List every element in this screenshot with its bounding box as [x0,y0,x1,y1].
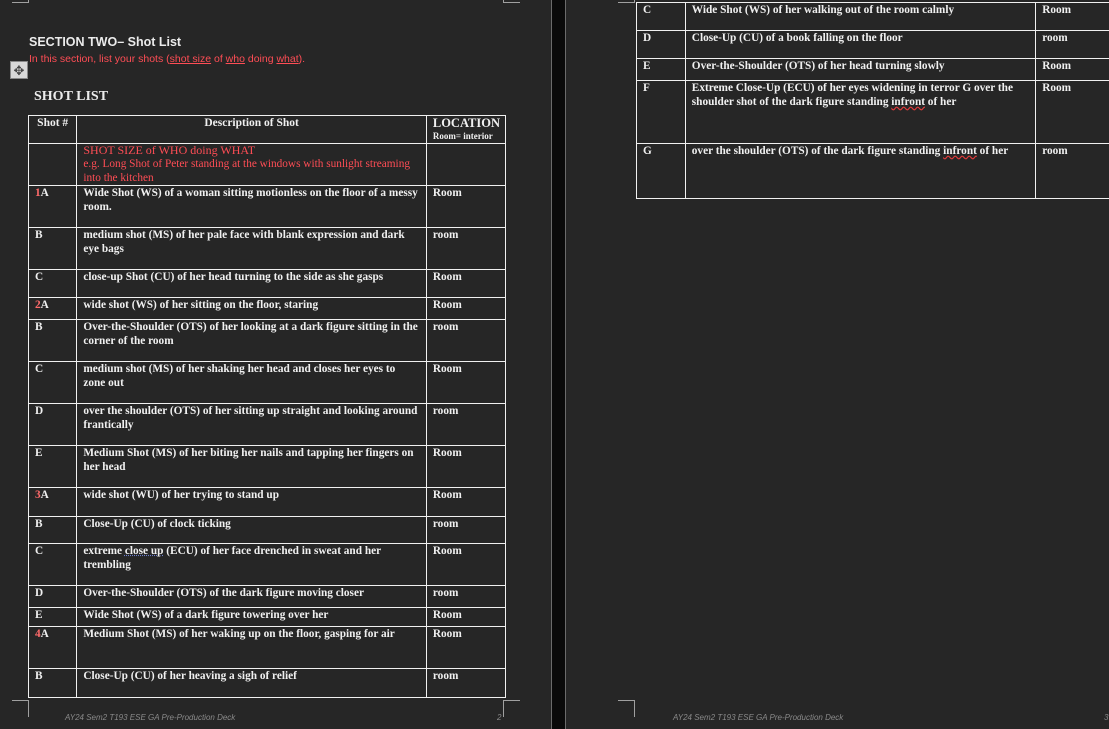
example-location-cell [426,144,505,186]
table-row [29,362,506,404]
instr-prefix: In this section, list your shots ( [29,53,170,65]
shot-letter: B [35,321,43,333]
grammar-flag-text[interactable]: close up [124,545,164,557]
description-cell[interactable] [77,488,427,517]
table-row [29,488,506,517]
description-cell[interactable] [77,608,427,627]
location-text: Room [1042,82,1072,94]
scene-number: 1 [35,187,41,199]
page-divider [551,0,566,729]
shot-letter: G [643,145,652,157]
table-row [29,228,506,270]
shot-letter: E [35,609,43,621]
example-row [29,144,506,186]
table-row [29,544,506,586]
location-text: Room [432,299,462,311]
table-row [29,608,506,627]
shot-number-cell[interactable] [29,544,77,586]
shot-letter: A [40,628,49,640]
desc-text: close-up Shot (CU) of her head turning to the side as she gasps [83,271,384,283]
location-cell[interactable] [426,517,505,544]
description-cell[interactable] [77,669,427,698]
description-cell[interactable] [685,59,1035,81]
shot-number-cell[interactable] [637,144,686,199]
location-text: room [1042,145,1068,157]
example-description-cell[interactable] [77,144,427,186]
table-move-handle-icon[interactable]: ✥ [10,61,28,79]
location-cell[interactable] [426,608,505,627]
description-cell[interactable] [77,446,427,488]
description-cell[interactable] [77,320,427,362]
instr-doing: doing [244,53,277,65]
desc-text: Close-Up (CU) of a book falling on the floor [691,32,903,44]
header-shot-number: Shot # [29,116,77,144]
shot-number-cell[interactable] [29,669,77,698]
location-cell[interactable] [426,320,505,362]
shot-letter: C [643,4,652,16]
table-row [29,270,506,298]
location-text: Room [432,187,462,199]
desc-text: Over-the-Shoulder (OTS) of her looking at a dark figure sitting in the corner of the room [83,321,418,347]
location-text: Room [432,545,462,557]
description-cell[interactable] [77,404,427,446]
location-text: Room [432,363,462,375]
shot-number-cell[interactable] [29,320,77,362]
table-row [637,81,1109,144]
description-cell[interactable] [685,3,1035,31]
example-heading: SHOT SIZE of WHO doing WHAT [83,143,256,157]
shot-letter: B [35,229,43,241]
location-text: room [432,405,459,417]
description-cell[interactable] [77,228,427,270]
desc-text: Wide Shot (WS) of her walking out of the room calmly [691,4,955,16]
description-cell[interactable] [77,544,427,586]
description-cell[interactable] [77,186,427,228]
shot-number-cell[interactable] [637,31,686,59]
location-cell[interactable] [426,298,505,320]
location-cell[interactable] [1036,31,1109,59]
location-text: Room [432,609,462,621]
crop-mark-top-left [618,0,635,3]
description-cell[interactable] [77,298,427,320]
desc-text: wide shot (WU) of her trying to stand up [83,489,279,501]
table-row [29,298,506,320]
location-text: Room [432,628,462,640]
location-text: Room [432,447,462,459]
location-cell[interactable] [426,544,505,586]
description-cell[interactable] [685,31,1035,59]
location-cell[interactable] [426,228,505,270]
location-text: Room [432,271,462,283]
shot-number-cell[interactable] [29,186,77,228]
location-cell[interactable] [426,446,505,488]
table-row [637,144,1109,199]
shot-list-table [28,115,506,698]
example-shot-cell [29,144,77,186]
header-location-label: LOCATION [432,116,500,130]
location-cell[interactable] [426,627,505,669]
shot-number-cell[interactable] [29,608,77,627]
location-text: Room [1042,4,1072,16]
location-cell[interactable] [1036,144,1109,199]
shot-number-cell[interactable] [29,404,77,446]
desc-text: over the shoulder (OTS) of her sitting up straight and looking around frantically [83,405,418,431]
instr-shot-size: shot size [169,53,212,65]
header-location [426,116,505,144]
location-cell[interactable] [426,362,505,404]
table-row [29,186,506,228]
section-instructions [29,53,305,65]
description-cell[interactable] [77,517,427,544]
section-title: SECTION TWO– Shot List [29,35,182,49]
location-cell[interactable] [426,270,505,298]
table-row [29,669,506,698]
shot-number-cell[interactable] [637,59,686,81]
shot-list-table-continued [636,2,1109,199]
shot-letter: D [643,32,652,44]
instr-of: of [211,53,226,65]
example-text: e.g. Long Shot of Peter standing at the windows with sunlight streaming into the kitchen [83,158,410,184]
location-cell[interactable] [426,404,505,446]
shot-letter: C [35,545,44,557]
shot-number-cell[interactable] [29,488,77,517]
shot-number-cell[interactable] [29,586,77,608]
desc-text: (ECU) of her face drenched in sweat and her trembling [83,545,381,571]
shot-letter: A [40,299,49,311]
table-row [29,627,506,669]
location-cell[interactable] [426,488,505,517]
table-row [637,31,1109,59]
page-footer: AY24 Sem2 T193 ESE GA Pre-Production Deck [673,713,844,722]
shot-letter: D [35,405,44,417]
table-row [29,404,506,446]
description-cell[interactable] [77,270,427,298]
location-cell[interactable] [1036,3,1109,31]
shot-number-cell[interactable] [29,517,77,544]
shot-letter: A [40,489,49,501]
shot-number-cell[interactable] [29,270,77,298]
desc-text: Medium Shot (MS) of her waking up on the floor, gasping for air [83,628,395,640]
desc-text: Wide Shot (WS) of a woman sitting motionless on the floor of a messy room. [83,187,418,213]
table-row [29,446,506,488]
scene-number: 2 [35,299,41,311]
page-number: 3 [1104,713,1109,722]
description-cell[interactable] [685,81,1035,144]
desc-text: wide shot (WS) of her sitting on the floor, staring [83,299,319,311]
crop-mark-bottom-left [12,700,29,717]
location-cell[interactable] [426,669,505,698]
desc-text: Close-Up (CU) of clock ticking [83,518,231,530]
shot-number-cell[interactable] [29,362,77,404]
spelling-flag-text[interactable]: infront [943,145,977,157]
table-row [29,586,506,608]
table-row [29,320,506,362]
location-text: room [432,518,459,530]
crop-mark-top-right [503,0,520,3]
page-footer: AY24 Sem2 T193 ESE GA Pre-Production Deck [65,713,236,722]
instr-suffix: ). [298,53,306,65]
crop-mark-top-left [12,0,29,3]
location-cell[interactable] [426,586,505,608]
shot-letter: E [35,447,43,459]
table-row [29,517,506,544]
document-page-3 [566,0,1109,729]
desc-text: of her [924,96,957,108]
desc-text: Over-the-Shoulder (OTS) of the dark figure moving closer [83,587,364,599]
shot-letter: B [35,518,43,530]
desc-text: over the shoulder (OTS) of the dark figure standing [691,145,944,157]
shot-letter: F [643,82,650,94]
location-text: room [432,321,459,333]
page-number: 2 [497,713,502,722]
location-cell[interactable] [426,186,505,228]
header-description: Description of Shot [77,116,427,144]
shot-letter: A [40,187,49,199]
shot-number-cell[interactable] [637,3,686,31]
shot-letter: C [35,363,44,375]
desc-text: medium shot (MS) of her shaking her head and closes her eyes to zone out [83,363,396,389]
description-cell[interactable] [685,144,1035,199]
desc-text: Medium Shot (MS) of her biting her nails and tapping her fingers on her head [83,447,414,473]
location-text: Room [1042,60,1072,72]
shot-number-cell[interactable] [29,228,77,270]
shot-letter: C [35,271,44,283]
instr-who: who [225,53,245,65]
crop-mark-bottom-left [618,700,635,717]
shot-letter: B [35,670,43,682]
location-cell[interactable] [1036,81,1109,144]
description-cell[interactable] [77,586,427,608]
scene-number: 3 [35,489,41,501]
desc-text: Over-the-Shoulder (OTS) of her head turning slowly [691,60,945,72]
desc-text: Close-Up (CU) of her heaving a sigh of relief [83,670,297,682]
table-header-row [29,116,506,144]
document-page-2 [0,0,551,729]
shot-number-cell[interactable] [29,298,77,320]
location-text: room [432,229,459,241]
shot-number-cell[interactable] [29,627,77,669]
spelling-flag-text[interactable]: infront [891,96,925,108]
shot-number-cell[interactable] [29,446,77,488]
location-cell[interactable] [1036,59,1109,81]
desc-text: of her [976,145,1009,157]
desc-text: Extreme Close-Up (ECU) of her eyes widening in terror G over the shoulder shot of the dark figure standing [691,82,1013,108]
shot-letter: D [35,587,44,599]
shot-letter: E [643,60,651,72]
location-text: room [1042,32,1068,44]
table-row [637,3,1109,31]
scene-number: 4 [35,628,41,640]
location-text: room [432,670,459,682]
desc-text: Wide Shot (WS) of a dark figure towering over her [83,609,329,621]
crop-mark-bottom-right [503,700,520,717]
shot-number-cell[interactable] [637,81,686,144]
location-text: Room [432,489,462,501]
desc-text: extreme [83,545,125,557]
location-text: room [432,587,459,599]
description-cell[interactable] [77,362,427,404]
shot-list-title: SHOT LIST [34,89,109,104]
table-row [637,59,1109,81]
description-cell[interactable] [77,627,427,669]
desc-text: medium shot (MS) of her pale face with blank expression and dark eye bags [83,229,405,255]
instr-what: what [276,53,299,65]
header-location-sub: Room= interior [432,131,493,141]
